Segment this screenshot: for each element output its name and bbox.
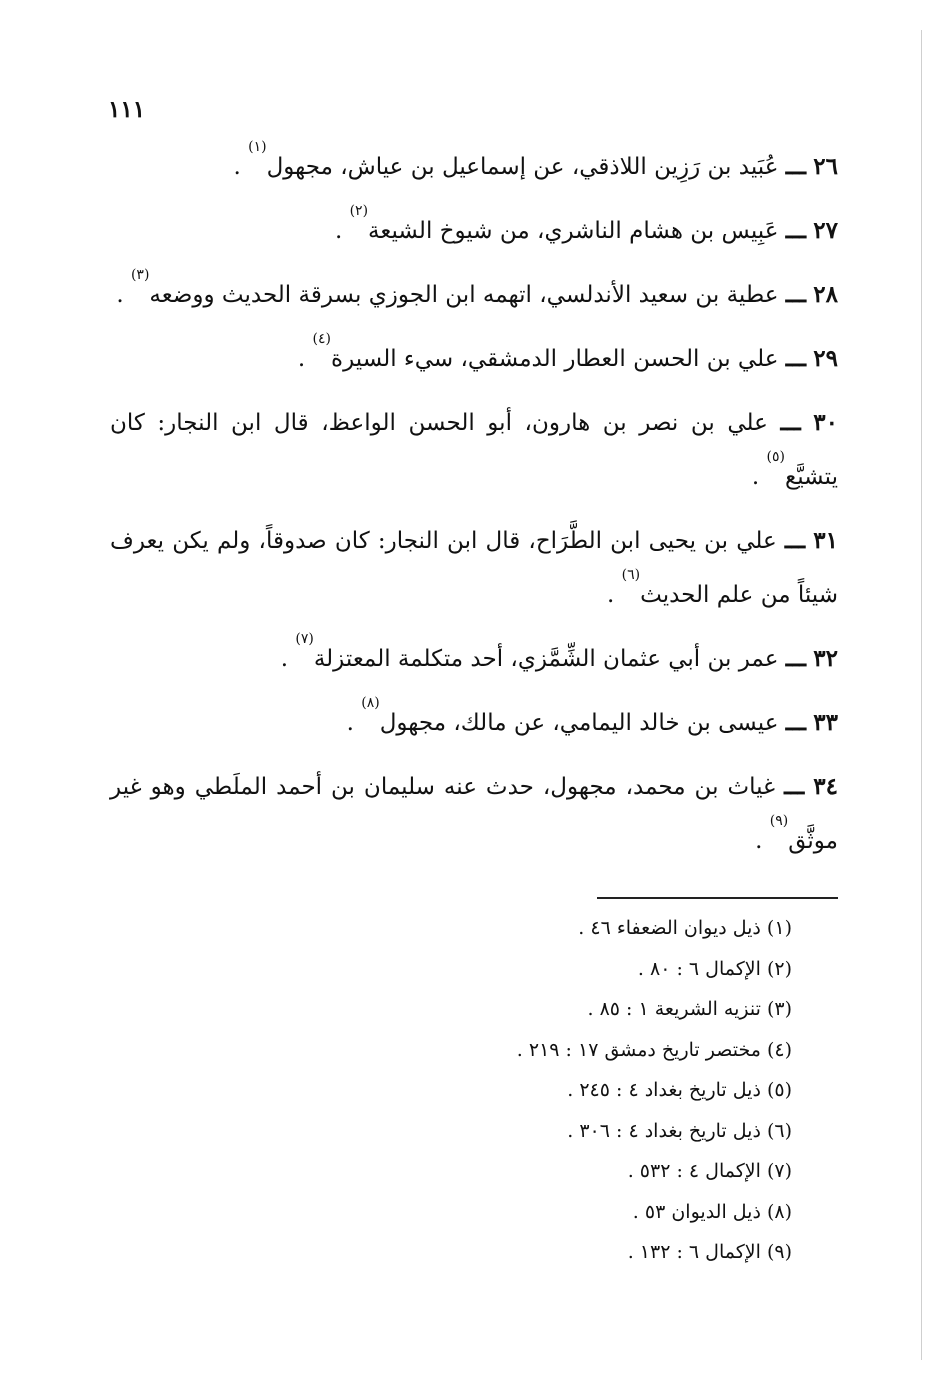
footnote-4: (٤) مختصر تاريخ دمشق ١٧ : ٢١٩ .	[516, 1038, 792, 1061]
page-edge-line	[921, 30, 922, 1360]
page-number: ١١١	[108, 96, 146, 123]
footnote-ref: (٣)	[130, 267, 150, 283]
entry-number: ٣٢	[813, 645, 838, 672]
footnote-8: (٨) ذيل الديوان ٥٣ .	[632, 1200, 792, 1223]
entry-text: علي بن يحيى ابن الطَّرَاح، قال ابن النجار: كان صدوقاً، ولم يكن يعرف شيئاً من علم الحديث	[110, 528, 838, 608]
footnote-ref: (٦)	[621, 567, 641, 583]
footnote-9: (٩) الإكمال ٦ : ١٣٢ .	[627, 1241, 792, 1263]
footnote-ref: (٤)	[312, 331, 332, 347]
entry-end: .	[116, 282, 124, 308]
entry-dash: ـــ	[785, 709, 806, 736]
entry-end: .	[751, 464, 760, 490]
entry-end: .	[233, 154, 241, 180]
entry-dash: ـــ	[784, 773, 805, 800]
entry-dash: ـــ	[784, 527, 806, 554]
entry-28	[110, 268, 838, 322]
entry-number: ٢٩	[813, 345, 838, 372]
entry-number: ٢٨	[813, 281, 838, 308]
entry-dash: ـــ	[785, 217, 806, 244]
entry-end: .	[755, 828, 763, 854]
entry-dash: ـــ	[785, 281, 806, 308]
entry-text: غياث بن محمد، مجهول، حدث عنه سليمان بن أحمد الملَطي وهو غير موثَّق	[110, 774, 838, 854]
entry-text: عطية بن سعيد الأندلسي، اتهمه ابن الجوزي بسرقة الحديث ووضعه	[149, 282, 779, 308]
entry-text: عَبِيس بن هشام الناشري، من شيوخ الشيعة	[368, 218, 779, 244]
footnote-6: (٦) ذيل تاريخ بغداد ٤ : ٣٠٦ .	[567, 1119, 792, 1142]
entry-end: .	[297, 346, 306, 372]
entry-dash: ـــ	[785, 153, 806, 180]
entry-27	[110, 204, 838, 258]
entry-text: علي بن الحسن العطار الدمشقي، سيء السيرة	[331, 346, 779, 372]
entry-text: عُبَيد بن رَزِين اللاذقي، عن إسماعيل بن عياش، مجهول	[266, 154, 779, 180]
entries-list	[110, 140, 838, 878]
entry-34	[110, 760, 838, 868]
entry-text: علي بن نصر بن هارون، أبو الحسن الواعظ، قال ابن النجار: كان يتشيَّع	[110, 410, 838, 490]
footnote-3: (٣) تنزيه الشريعة ١ : ٨٥ .	[587, 998, 792, 1020]
entry-end: .	[280, 646, 289, 672]
footnote-ref: (٩)	[769, 813, 789, 829]
entry-end: .	[334, 218, 343, 244]
entry-29	[110, 332, 838, 386]
entry-32	[110, 632, 838, 686]
entry-number: ٣٣	[813, 709, 838, 736]
entry-dash: ـــ	[785, 345, 806, 372]
footnote-ref: (٥)	[766, 449, 785, 465]
entry-33	[110, 696, 838, 750]
footnote-2: (٢) الإكمال ٦ : ٨٠ .	[637, 957, 792, 980]
entry-number: ٣١	[813, 527, 839, 554]
entry-end: .	[607, 582, 615, 608]
entry-31	[110, 514, 838, 622]
entry-30	[110, 396, 838, 504]
footnote-ref: (٧)	[295, 631, 314, 647]
entry-number: ٢٦	[813, 153, 838, 180]
footnote-ref: (٨)	[361, 695, 380, 711]
entry-number: ٢٧	[813, 217, 838, 244]
entry-dash: ـــ	[780, 409, 801, 436]
entry-number: ٣٠	[813, 409, 838, 436]
footnote-7: (٧) الإكمال ٤ : ٥٣٢ .	[627, 1160, 792, 1182]
entry-text: عيسى بن خالد اليمامي، عن مالك، مجهول	[379, 710, 779, 736]
footnote-ref: (١)	[248, 139, 267, 155]
entry-number: ٣٤	[813, 773, 838, 800]
entry-text: عمر بن أبي عثمان الشِّمَّزي، أحد متكلمة المعتزلة	[313, 646, 779, 672]
entry-end: .	[346, 710, 354, 736]
footnotes-list	[300, 908, 792, 1273]
footnote-ref: (٢)	[349, 203, 369, 219]
footnote-1: (١) ذيل ديوان الضعفاء ٤٦ .	[578, 917, 792, 939]
footnote-divider	[597, 897, 838, 899]
entry-dash: ـــ	[785, 645, 806, 672]
entry-26	[110, 140, 838, 194]
footnote-5: (٥) ذيل تاريخ بغداد ٤ : ٢٤٥ .	[567, 1079, 792, 1101]
